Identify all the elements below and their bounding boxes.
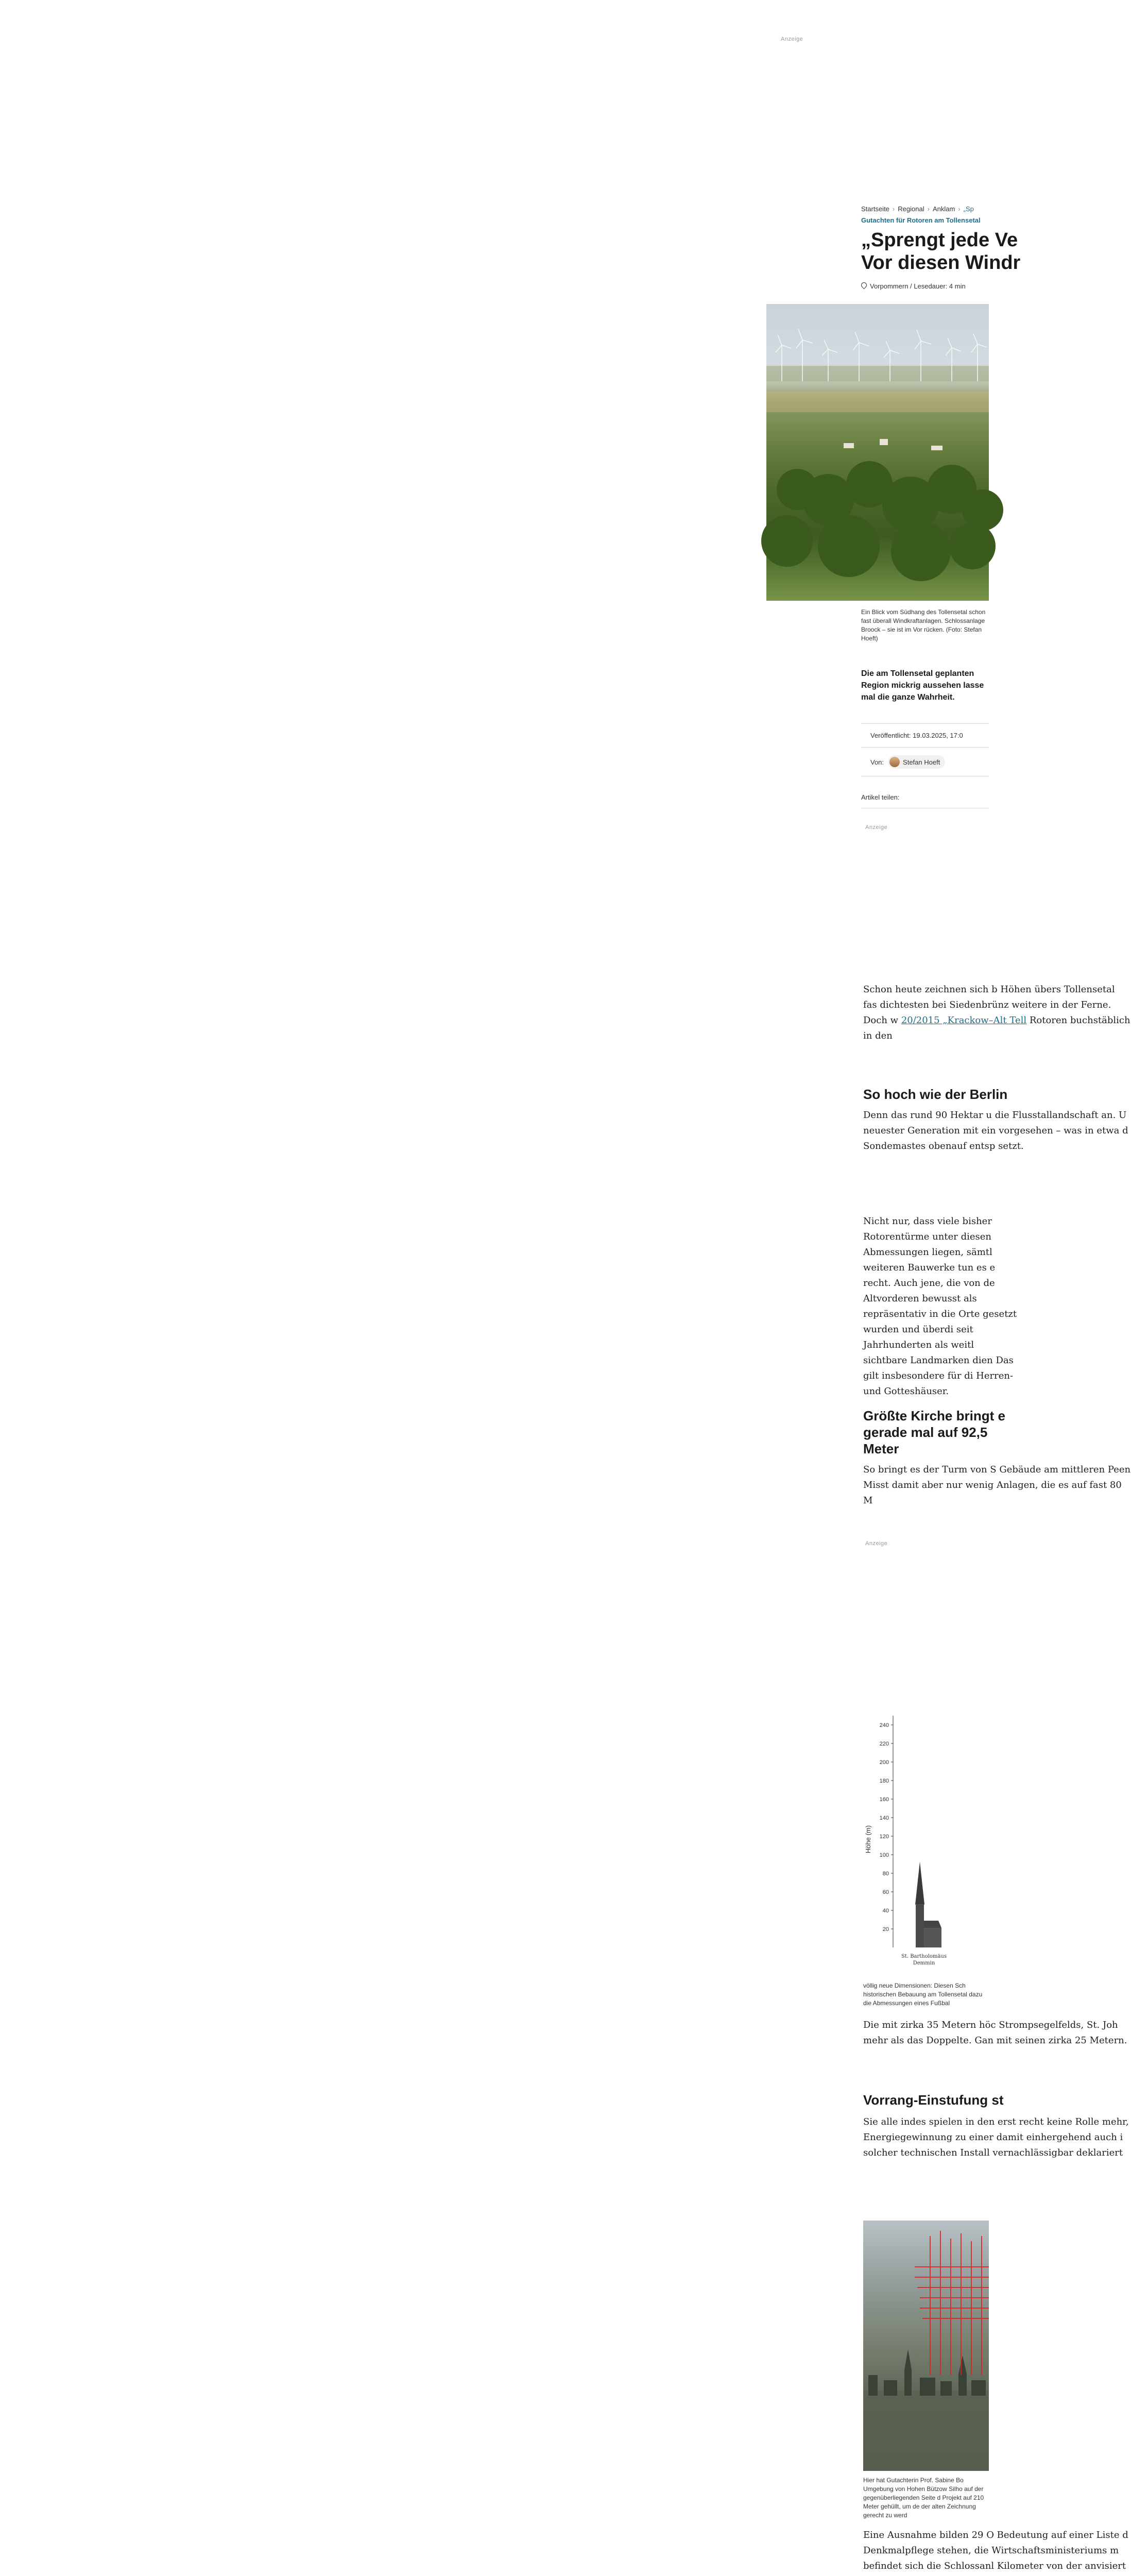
ad-label-top: Anzeige — [781, 36, 803, 42]
body-block-6 — [863, 2114, 1129, 2161]
subheading-1: So hoch wie der Berlin — [863, 1087, 1008, 1102]
chart-y-tick-label: 240 — [879, 1722, 889, 1728]
paragraph-5: Die mit zirka 35 Metern höc Strompsegelfelds, St. Joh mehr als das Doppelte. Gan mit seinen zirka 25 Metern. — [863, 2020, 1127, 2046]
paragraph-1-end: Rotoren buchstäblich in den — [863, 1015, 1130, 1041]
published-date: Veröffentlicht: 19.03.2025, 17:0 — [870, 732, 963, 739]
height-comparison-chart — [863, 1705, 989, 1978]
wind-farm-photo-graphic — [766, 304, 989, 601]
breadcrumb-item-current[interactable]: „Sp — [963, 205, 974, 213]
author-row — [870, 755, 945, 769]
illustration-caption: Hier hat Gutachterin Prof. Sabine Bo Umgebung von Hohen Bützow Silho auf der gegenüberliegenden Seite d Projekt auf 210 Meter gehüllt, um de der alten Zeichnung gerecht zu werd — [863, 2477, 984, 2519]
body-block-1 — [863, 982, 1130, 1044]
location-reading-time: Vorpommern / Lesedauer: 4 min — [870, 282, 966, 290]
paragraph-6: Sie alle indes spielen in den erst recht keine Rolle mehr, Energiegewinnung zu einer damit einhergehend auch i solcher technischen Install vernachlässigbar deklariert — [863, 2116, 1129, 2158]
paragraph-3: Nicht nur, dass viele bisher Rotorentürme unter diesen Abmessungen liegen, sämtl weiteren Bauwerke tun es e recht. Auch jene, die von de Altvorderen bewusst als repräsentativ in die Orte gesetzt wurden und überdi seit Jahrhunderten als weitl sichtbare Landmarken dien Das gilt insbesondere für di Herren- und Gotteshäuser. — [863, 1216, 1017, 1397]
paragraph-1 — [863, 982, 1131, 1044]
share-label[interactable]: Artikel teilen: — [861, 793, 900, 801]
turbine-overlay-graphic — [863, 2221, 989, 2471]
subheading-2-wrapper — [863, 1408, 1005, 1457]
chart-y-tick-label: 160 — [879, 1797, 889, 1803]
body-block-4 — [863, 1462, 1131, 1509]
chevron-right-icon: › — [927, 205, 930, 213]
chart-y-tick-label: 180 — [879, 1778, 889, 1784]
chart-caption: völlig neue Dimensionen: Diesen Sch historischen Bebauung am Tollensetal dazu die Abmessungen eines Fußbal — [863, 1982, 983, 2007]
divider — [861, 723, 989, 724]
subheading-3: Vorrang-Einstufung st — [863, 2092, 1004, 2108]
breadcrumb — [861, 205, 974, 213]
chart-category-label: St. Bartholomäus Demmin — [901, 1954, 947, 1966]
avatar — [889, 757, 900, 767]
article-link[interactable]: 20/2015 „Krackow–Alt Tell — [901, 1015, 1027, 1026]
author-chip[interactable] — [888, 755, 945, 769]
body-block-7 — [863, 2528, 1128, 2574]
headline-line-1: „Sprengt jede Ve — [861, 229, 1018, 251]
chart-y-tick-label: 100 — [879, 1852, 889, 1858]
chart-svg — [863, 1705, 989, 1978]
chart-y-tick-label: 20 — [882, 1926, 889, 1933]
chart-y-tick-label: 60 — [882, 1889, 889, 1895]
subheading-1-wrapper — [863, 1086, 1008, 1103]
paragraph-7: Eine Ausnahme bilden 29 O Bedeutung auf einer Liste d Denkmalpflege stehen, die Wirtschaftsministeriums m befindet sich die Schlossanl Kilometer von der anvisiert — [863, 2530, 1128, 2571]
article-headline — [861, 229, 1021, 274]
subheading-2: Größte Kirche bringt e gerade mal auf 92,5 Meter — [863, 1408, 1005, 1456]
historic-illustration-photo[interactable] — [863, 2221, 989, 2471]
chart-y-tick-label: 40 — [882, 1908, 889, 1914]
chart-y-tick-label: 80 — [882, 1871, 889, 1877]
hero-photo[interactable] — [766, 304, 989, 601]
hero-caption: Ein Blick vom Südhang des Tollensetal schon fast überall Windkraftanlagen. Schlossanlage Broock – sie ist im Vor rücken. (Foto: Stefan Hoeft) — [861, 608, 986, 642]
article-kicker: Gutachten für Rotoren am Tollensetal — [861, 216, 981, 224]
paragraph-4: So bringt es der Turm von S Gebäude am mittleren Peen Misst damit aber nur wenig Anlagen, die es auf fast 80 M — [863, 1464, 1131, 1506]
chevron-right-icon: › — [892, 205, 895, 213]
ad-label: Anzeige — [865, 1540, 888, 1547]
body-block-2 — [863, 1108, 1128, 1154]
subheading-3-wrapper — [863, 2092, 1004, 2108]
breadcrumb-item-anklam[interactable]: Anklam — [932, 205, 955, 213]
chart-bar-church — [915, 1862, 941, 1948]
location-pin-icon — [860, 281, 868, 290]
chart-y-tick-label: 120 — [879, 1834, 889, 1840]
paragraph-1-text: Schon heute zeichnen sich b Höhen übers Tollensetal fas dichtesten bei Siedenbrünz weitere in der Ferne. Doch w — [863, 984, 1115, 1026]
divider — [861, 747, 989, 748]
author-label: Von: — [870, 758, 884, 766]
author-name: Stefan Hoeft — [903, 758, 940, 766]
ad-label: Anzeige — [865, 824, 888, 831]
article-meta — [861, 282, 966, 290]
body-block-5 — [863, 2018, 1127, 2048]
chevron-right-icon: › — [958, 205, 961, 213]
breadcrumb-item-home[interactable]: Startseite — [861, 205, 889, 213]
paragraph-2: Denn das rund 90 Hektar u die Flusstallandschaft an. U neuester Generation mit ein vorgesehen – was in etwa d Sondemastes obenauf entsp setzt. — [863, 1110, 1128, 1151]
chart-y-tick-label: 220 — [879, 1741, 889, 1747]
chart-y-axis-label: Höhe (m) — [864, 1825, 872, 1854]
article-lead: Die am Tollensetal geplanten Region mickrig aussehen lasse mal die ganze Wahrheit. — [861, 669, 984, 702]
chart-y-tick-label: 140 — [879, 1815, 889, 1821]
headline-line-2: Vor diesen Windr — [861, 252, 1021, 274]
chart-y-tick-label: 200 — [879, 1759, 889, 1766]
breadcrumb-item-regional[interactable]: Regional — [898, 205, 924, 213]
headline-wrapper — [861, 229, 1021, 274]
body-block-3 — [863, 1214, 1017, 1399]
